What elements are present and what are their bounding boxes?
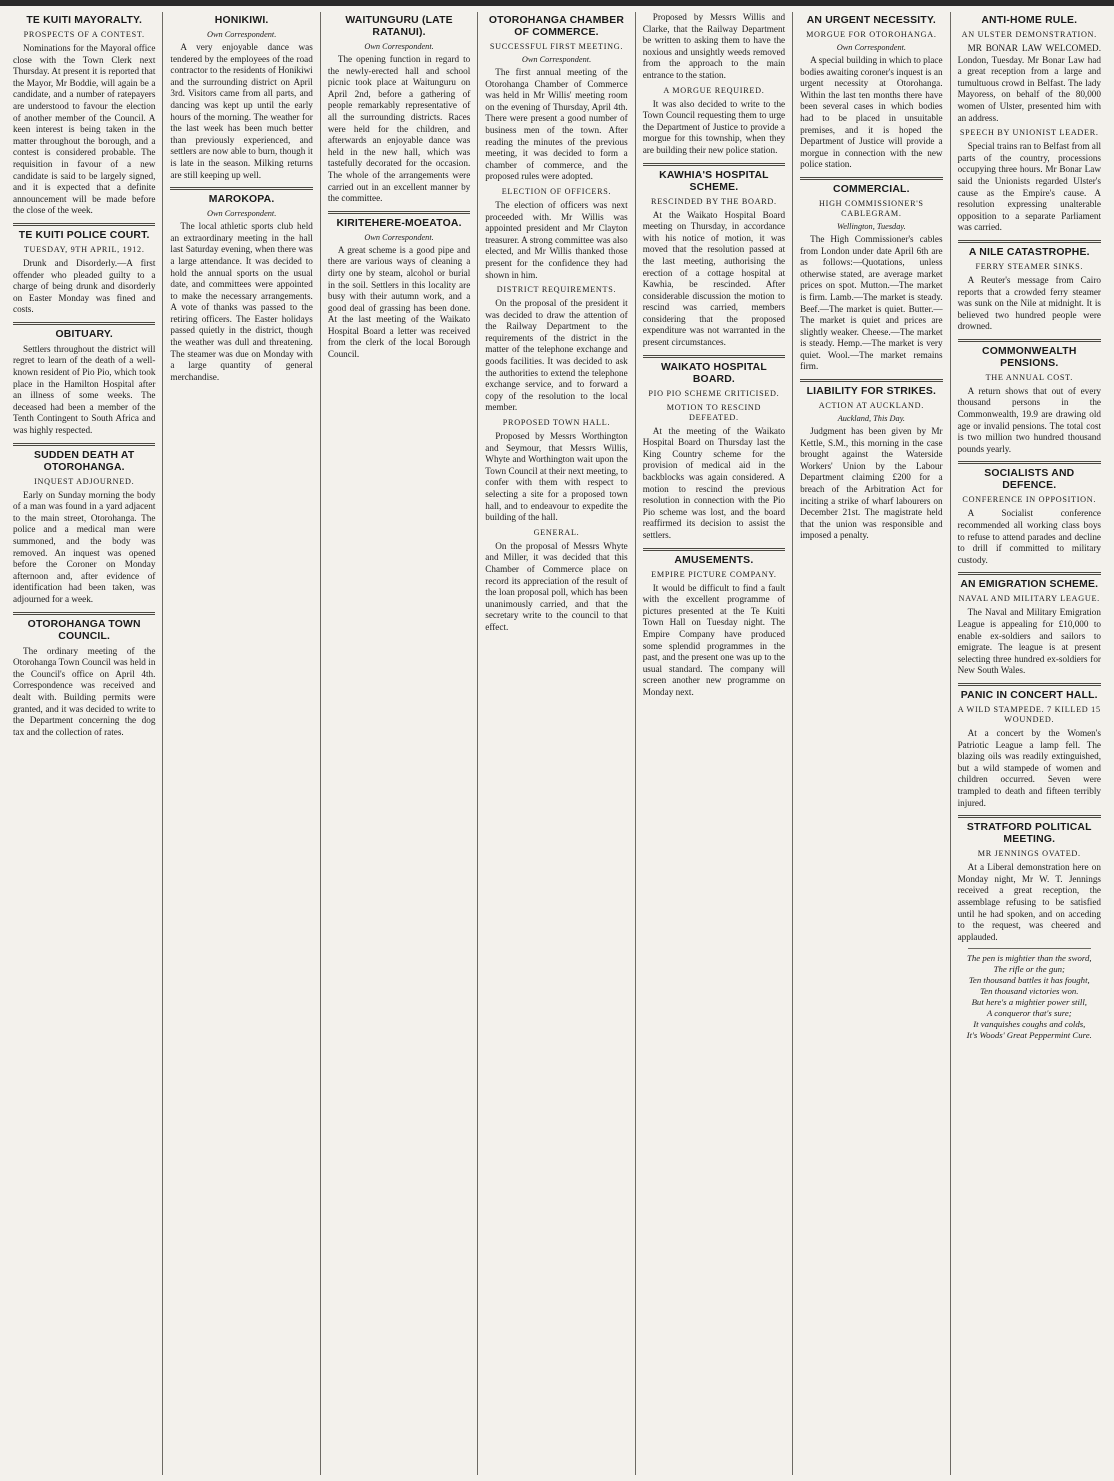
column-divider xyxy=(643,163,785,166)
article xyxy=(643,403,785,542)
article-body: Nominations for the Mayoral office close with the Town Clerk next Thursday. At present it is reported that the Mayor, Mr Boddie, will again be a candidate, and a number of ratepayers are understood to favour the election of another member of the Council. A keen interest is being taken in the matter throughout the borough, and a contest is considered probable. The requisition in favour of a new candidate is said to be largely signed, and it is expected that a definite announcement will be made before the close of the week. xyxy=(13,43,156,216)
article-subhead: EMPIRE PICTURE COMPANY. xyxy=(651,569,777,579)
article-headline: TE KUITI POLICE COURT. xyxy=(18,229,150,241)
newspaper-page xyxy=(0,6,1114,1481)
article-headline: HONIKIWI. xyxy=(214,15,269,26)
column-divider xyxy=(958,339,1101,342)
article-body: The first annual meeting of the Otorohanga Chamber of Commerce was held in Mr Willis' meeting room on the evening of Thursday, April 4th. There were present a good number of business men of the town. After reading the minutes of the previous meeting, it was decided to form a chamber of commerce, and the proposed rules were adopted. xyxy=(485,67,628,182)
article xyxy=(958,822,1101,943)
article xyxy=(485,285,627,414)
column-divider xyxy=(328,211,470,214)
article-subhead: THE ANNUAL COST. xyxy=(985,372,1073,382)
article xyxy=(958,346,1101,456)
column-divider xyxy=(800,379,942,382)
article-body: At a Liberal demonstration here on Monday night, Mr W. T. Jennings received a great reception, the assemblage refusing to be satisfied until he had spoken, and on acceding to the request, was cheered and applauded. xyxy=(957,862,1101,942)
column-divider xyxy=(13,223,155,226)
article-subhead: NAVAL AND MILITARY LEAGUE. xyxy=(958,594,1100,604)
article-body: It was also decided to write to the Town Council requesting them to urge the Department of Justice to provide a morgue for this township, when they are building their new police station. xyxy=(642,98,786,155)
column-divider xyxy=(13,612,155,615)
column-divider xyxy=(13,322,155,325)
article xyxy=(328,218,470,361)
article-body: A return shows that out of every thousand persons in the Commonwealth, 19.9 are drawing old age or invalid pensions. The total cost is two million two hundred thousand pounds yearly. xyxy=(957,385,1101,454)
article xyxy=(958,690,1101,809)
article-headline: STRATFORD POLITICAL MEETING. xyxy=(966,822,1092,846)
verse-line: Ten thousand victories won. xyxy=(980,986,1079,997)
article-byline: Own Correspondent. xyxy=(364,42,434,51)
column-divider xyxy=(968,948,1091,949)
verse-line: Ten thousand battles it has fought, xyxy=(968,975,1090,986)
article-subhead: SUCCESSFUL FIRST MEETING. xyxy=(489,42,624,51)
article-body: Proposed by Messrs Willis and Clarke, that the Railway Department be written to asking them to have the noxious and unsightly weeds removed from the approach to the main entrance to the station. xyxy=(642,12,786,80)
article xyxy=(13,15,155,217)
article-byline: Own Correspondent. xyxy=(521,55,592,64)
article-subhead: ACTION AT AUCKLAND. xyxy=(818,401,924,411)
article-byline: Own Correspondent. xyxy=(206,209,277,219)
article-headline: COMMERCIAL. xyxy=(833,183,910,195)
article-body: The High Commissioner's cables from London under date April 6th are as follows:—Quotations, unless otherwise stated, are average market prices on spot. Mutton.—The market is firm. Lamb.—The market is steady. Beef.—The market is quiet. Butter.—The market is quiet and prices are slightly weaker. Cheese.—The market is steady. Hemp.—The market is very quiet. Wool.—The market remains firm. xyxy=(800,233,943,372)
verse-line: But here's a mightier power still, xyxy=(971,997,1087,1008)
verse-line: The pen is mightier than the sword, xyxy=(967,953,1092,964)
article-headline: COMMONWEALTH PENSIONS. xyxy=(982,345,1077,369)
article-subhead: SPEECH BY UNIONIST LEADER. xyxy=(959,128,1099,138)
article-body: A great scheme is a good pipe and there are various ways of cleaning a dirty one by steam, alcohol or burial in the soil. Settlers in this locality are busy with their autumn work, and a good deal of grassing has been done. At the last meeting of the Waikato Hospital Board a letter was received from the clerk of the local Borough Council. xyxy=(327,244,471,360)
article xyxy=(958,247,1101,333)
article-headline: AN EMIGRATION SCHEME. xyxy=(960,579,1099,591)
article xyxy=(13,329,155,437)
article-headline: AMUSEMENTS. xyxy=(674,554,754,566)
article-body: On the proposal of the president it was decided to draw the attention of the Railway Department to the requirements of the district in the matter of the telephone exchange and goods facilities. It was decided to ask the authorities to extend the telephone exchange service, and to forward a copy of the resolution to the local member. xyxy=(485,298,628,413)
article-subhead: RESCINDED BY THE BOARD. xyxy=(651,196,777,206)
article-subhead: PIO PIO SCHEME CRITICISED. xyxy=(648,388,780,398)
column-divider xyxy=(800,177,942,180)
article xyxy=(13,230,155,316)
article xyxy=(643,86,785,157)
article xyxy=(958,15,1101,124)
article-body: The ordinary meeting of the Otorohanga Town Council was held in the Council's office on April 4th. Correspondence was received and dealt with. Building permits were granted, and it was decided to write to the Department concerning the dog tax and the collection of rates. xyxy=(13,645,156,737)
article xyxy=(800,15,942,171)
article-byline: Auckland, This Day. xyxy=(837,414,905,424)
article xyxy=(643,170,785,349)
verse-line: A conqueror that's sure; xyxy=(986,1008,1072,1019)
article-body: At the meeting of the Waikato Hospital Board on Thursday last the King Country scheme for the provision of medical aid in the backblocks was again considered. A motion to rescind the previous resolution in connection with the Pio Pio scheme was lost, and the board reaffirmed its decision to assist the settlers. xyxy=(642,425,786,540)
article-subhead: PROPOSED TOWN HALL. xyxy=(502,418,611,428)
article xyxy=(643,555,785,699)
article-body: A Reuter's message from Cairo reports that a crowded ferry steamer was sunk on the Nile at midnight. It is believed two hundred people were drowned. xyxy=(957,274,1101,332)
column-divider xyxy=(643,355,785,358)
article-subhead: INQUEST ADJOURNED. xyxy=(34,476,135,486)
column-divider xyxy=(170,187,312,190)
column-4 xyxy=(478,12,635,1475)
article-subhead: MR JENNINGS OVATED. xyxy=(977,849,1081,859)
article xyxy=(328,15,470,205)
article-body: MR BONAR LAW WELCOMED. London, Tuesday. Mr Bonar Law had a great reception from a large and tumultuous crowd in Belfast. The lady Mayoress, on behalf of the 80,000 women of Ulster, presented him with an address. xyxy=(957,43,1101,123)
article xyxy=(958,579,1101,677)
article xyxy=(13,619,155,739)
article-byline: Own Correspondent. xyxy=(836,43,906,52)
article-body: Proposed by Messrs Worthington and Seymour, that Messrs Willis, Whyte and Worthington wait upon the Town Council at their next meeting, to confer with them with respect to selecting a site for a proposed town hall, and to endeavour to expedite the building of the hall. xyxy=(485,431,628,523)
article-body: On the proposal of Messrs Whyte and Miller, it was decided that this Chamber of Commerce place on record its appreciation of the result of the loan proposal poll, which has been unanimously carried, and that the secretary write to the council to that effect. xyxy=(485,540,628,632)
article-byline: Own Correspondent. xyxy=(364,232,434,242)
column-divider xyxy=(958,815,1101,818)
article-subhead: FERRY STEAMER SINKS. xyxy=(975,261,1084,271)
article-body: Judgment has been given by Mr Kettle, S.M., this morning in the case brought against the Waterside Workers' Union by the Labour Department claiming £200 for a breach of the Arbitration Act for inciting a strike of wharf labourers on December 21st. The magistrate held that the union was responsible and imposed a penalty. xyxy=(800,426,943,541)
article-body: The local athletic sports club held an extraordinary meeting in the hall last Saturday evening, when there was a large attendance. It was decided to hold the annual sports on the usual date, and committees were appointed to make the necessary arrangements. A vote of thanks was passed to the retiring officers. The Easter holidays passed quietly in the district, though the weather was dull and threatening. The steamer was due on Monday with a large quantity of general merchandise. xyxy=(170,221,313,382)
article-body: It would be difficult to find a fault with the excellent programme of pictures presented at the Te Kuiti Town Hall on Tuesday night. The Empire Company have produced some splendid programmes in the past, and the present one was up to the usual standard. The company will screen another new programme on Monday next. xyxy=(642,582,786,697)
article-headline: WAITUNGURU (LATE RATANUI). xyxy=(345,15,453,38)
verse-line: It's Woods' Great Peppermint Cure. xyxy=(966,1030,1092,1041)
article-headline: A NILE CATASTROPHE. xyxy=(968,246,1090,258)
article xyxy=(958,128,1101,234)
article-body: Early on Sunday morning the body of a man was found in a yard adjacent to the main street, Otorohanga. The police and a medical man were summoned, and the body was removed. An inquest was opened before the Coroner on Monday afternoon and, after evidence of identification had been taken, was adjourned for a week. xyxy=(13,489,156,604)
column-6 xyxy=(793,12,950,1475)
article xyxy=(485,187,627,281)
column-divider xyxy=(643,548,785,551)
article-body: A very enjoyable dance was tendered by the employees of the road contractor to the residents of Honikiwi and the surrounding district on April 3rd. Visitors came from all parts, and dancing was kept up until the early hours of the morning. The weather for the last week has been much better than previously experienced, and settlers are now able to burn, though it is late in the season. Milking returns are still keeping up well. xyxy=(170,42,313,180)
column-3 xyxy=(321,12,478,1475)
article-body: Settlers throughout the district will regret to learn of the death of a well-known resident of Pio Pio, which took place in the Hamilton Hospital after an illness of some weeks. The deceased had been a member of the Tenth Contingent to South Africa and was highly respected. xyxy=(13,343,156,436)
article xyxy=(643,12,785,82)
article-headline: KAWHIA'S HOSPITAL SCHEME. xyxy=(659,169,769,193)
article-body: A Socialist conference recommended all working class boys to refuse to attend parades and decline to drill if committed to military custody. xyxy=(957,508,1101,565)
article-body: The Naval and Military Emigration League is appealing for £10,000 to enable ex-soldiers and sailors to emigrate. The league is at present selecting three hundred ex-soldiers for New South Wales. xyxy=(957,607,1101,676)
article xyxy=(13,450,155,606)
column-2 xyxy=(163,12,320,1475)
verse-line: The rifle or the gun; xyxy=(993,964,1065,975)
verse-line: It vanquishes coughs and colds, xyxy=(973,1019,1086,1030)
article-subhead: A MORGUE REQUIRED. xyxy=(663,85,765,95)
article-subhead: ELECTION OF OFFICERS. xyxy=(501,186,612,196)
article-body: The opening function in regard to the newly-erected hall and school picnic took place at Waitunguru on April 2nd, before a gathering of people remarkably representative of all the surrounding districts. Races were held for the children, and afterwards an enjoyable dance was held in the new hall, which was tastefully decorated for the occasion. The whole of the arrangements were carried out in an excellent manner by the committee. xyxy=(327,54,471,204)
article-headline: WAIKATO HOSPITAL BOARD. xyxy=(660,361,767,385)
article-headline: OBITUARY. xyxy=(55,328,113,340)
article xyxy=(958,468,1101,566)
column-7 xyxy=(951,12,1108,1475)
article xyxy=(643,362,785,399)
advert-verse xyxy=(958,953,1101,1041)
article-subhead: DISTRICT REQUIREMENTS. xyxy=(496,285,617,295)
article-headline: PANIC IN CONCERT HALL. xyxy=(960,689,1098,701)
article xyxy=(800,386,942,542)
column-5 xyxy=(636,12,793,1475)
article-headline: OTOROHANGA CHAMBER OF COMMERCE. xyxy=(488,15,625,38)
column-divider xyxy=(958,461,1101,464)
article xyxy=(170,15,312,181)
article-body: The election of officers was next proceeded with. Mr Willis was appointed president and Mr Clayton treasurer. A strong committee was also elected, and Mr Willis thanked those present for the confidence they had shown in him. xyxy=(485,199,628,280)
column-1 xyxy=(6,12,163,1475)
article xyxy=(485,15,627,183)
article-subhead: MORGUE FOR OTOROHANGA. xyxy=(806,30,937,39)
article-headline: SUDDEN DEATH AT OTOROHANGA. xyxy=(34,449,135,473)
article-headline: AN URGENT NECESSITY. xyxy=(806,15,936,26)
article-subhead: PROSPECTS OF A CONTEST. xyxy=(23,30,145,39)
article xyxy=(485,528,627,634)
article-headline: TE KUITI MAYORALTY. xyxy=(26,15,143,26)
article-body: A special building in which to place bodies awaiting coroner's inquest is an urgent necessity at Otorohanga. Within the last ten months there have been several cases in which bodies had to be placed in unsuitable premises, and it is hoped the Department of Justice will provide a morgue in connection with the new police station. xyxy=(800,55,943,170)
article-body: Special trains ran to Belfast from all parts of the country, processions occupying three hours. Mr Bonar Law said the Unionists regarded Ulster's cause as the Empire's cause. A resolution expressing unalterable opposition to a separate Parliament was carried. xyxy=(957,141,1101,233)
article-headline: ANTI-HOME RULE. xyxy=(981,15,1078,26)
article-body: At a concert by the Women's Patriotic League a lamp fell. The blazing oils was readily extinguished, but a wild stampede of women and children occurred. Seven were trampled to death and fifteen terribly injured. xyxy=(957,727,1101,808)
article-headline: KIRITEHERE-MOEATOA. xyxy=(336,217,462,229)
article-subhead: TUESDAY, 9TH APRIL, 1912. xyxy=(23,244,145,254)
article-subhead: MOTION TO RESCIND DEFEATED. xyxy=(666,402,762,422)
article-body: Drunk and Disorderly.—A first offender who pleaded guilty to a charge of being drunk and disorderly on Easter Monday was fined and costs. xyxy=(13,257,156,315)
article-subhead: A WILD STAMPEDE. 7 KILLED 15 WOUNDED. xyxy=(957,704,1101,724)
article xyxy=(485,418,627,524)
article-body: At the Waikato Hospital Board meeting on Thursday, in accordance with his notice of motion, it was moved that the resolution passed at the last meeting, authorising the erection of a cottage hospital at Kawhia, be rescinded. After considerable discussion the motion to rescind was carried, members considering that the proposed expenditure was not warranted in the present circumstances. xyxy=(642,209,786,348)
article-headline: LIABILITY FOR STRIKES. xyxy=(806,386,937,398)
column-divider xyxy=(958,683,1101,686)
article-byline: Own Correspondent. xyxy=(206,30,277,39)
article xyxy=(800,184,942,373)
article-subhead: AN ULSTER DEMONSTRATION. xyxy=(961,30,1097,39)
article-headline: OTOROHANGA TOWN COUNCIL. xyxy=(27,618,141,642)
column-divider xyxy=(13,443,155,446)
column-divider xyxy=(958,572,1101,575)
article-subhead: CONFERENCE IN OPPOSITION. xyxy=(962,495,1097,505)
article-headline: MAROKOPA. xyxy=(208,194,275,206)
article-headline: SOCIALISTS AND DEFENCE. xyxy=(984,468,1075,492)
article xyxy=(170,194,312,383)
column-divider xyxy=(958,240,1101,243)
article-byline: Wellington, Tuesday. xyxy=(837,221,906,231)
article-subhead: HIGH COMMISSIONER'S CABLEGRAM. xyxy=(819,198,924,218)
article-subhead: GENERAL. xyxy=(533,527,580,537)
